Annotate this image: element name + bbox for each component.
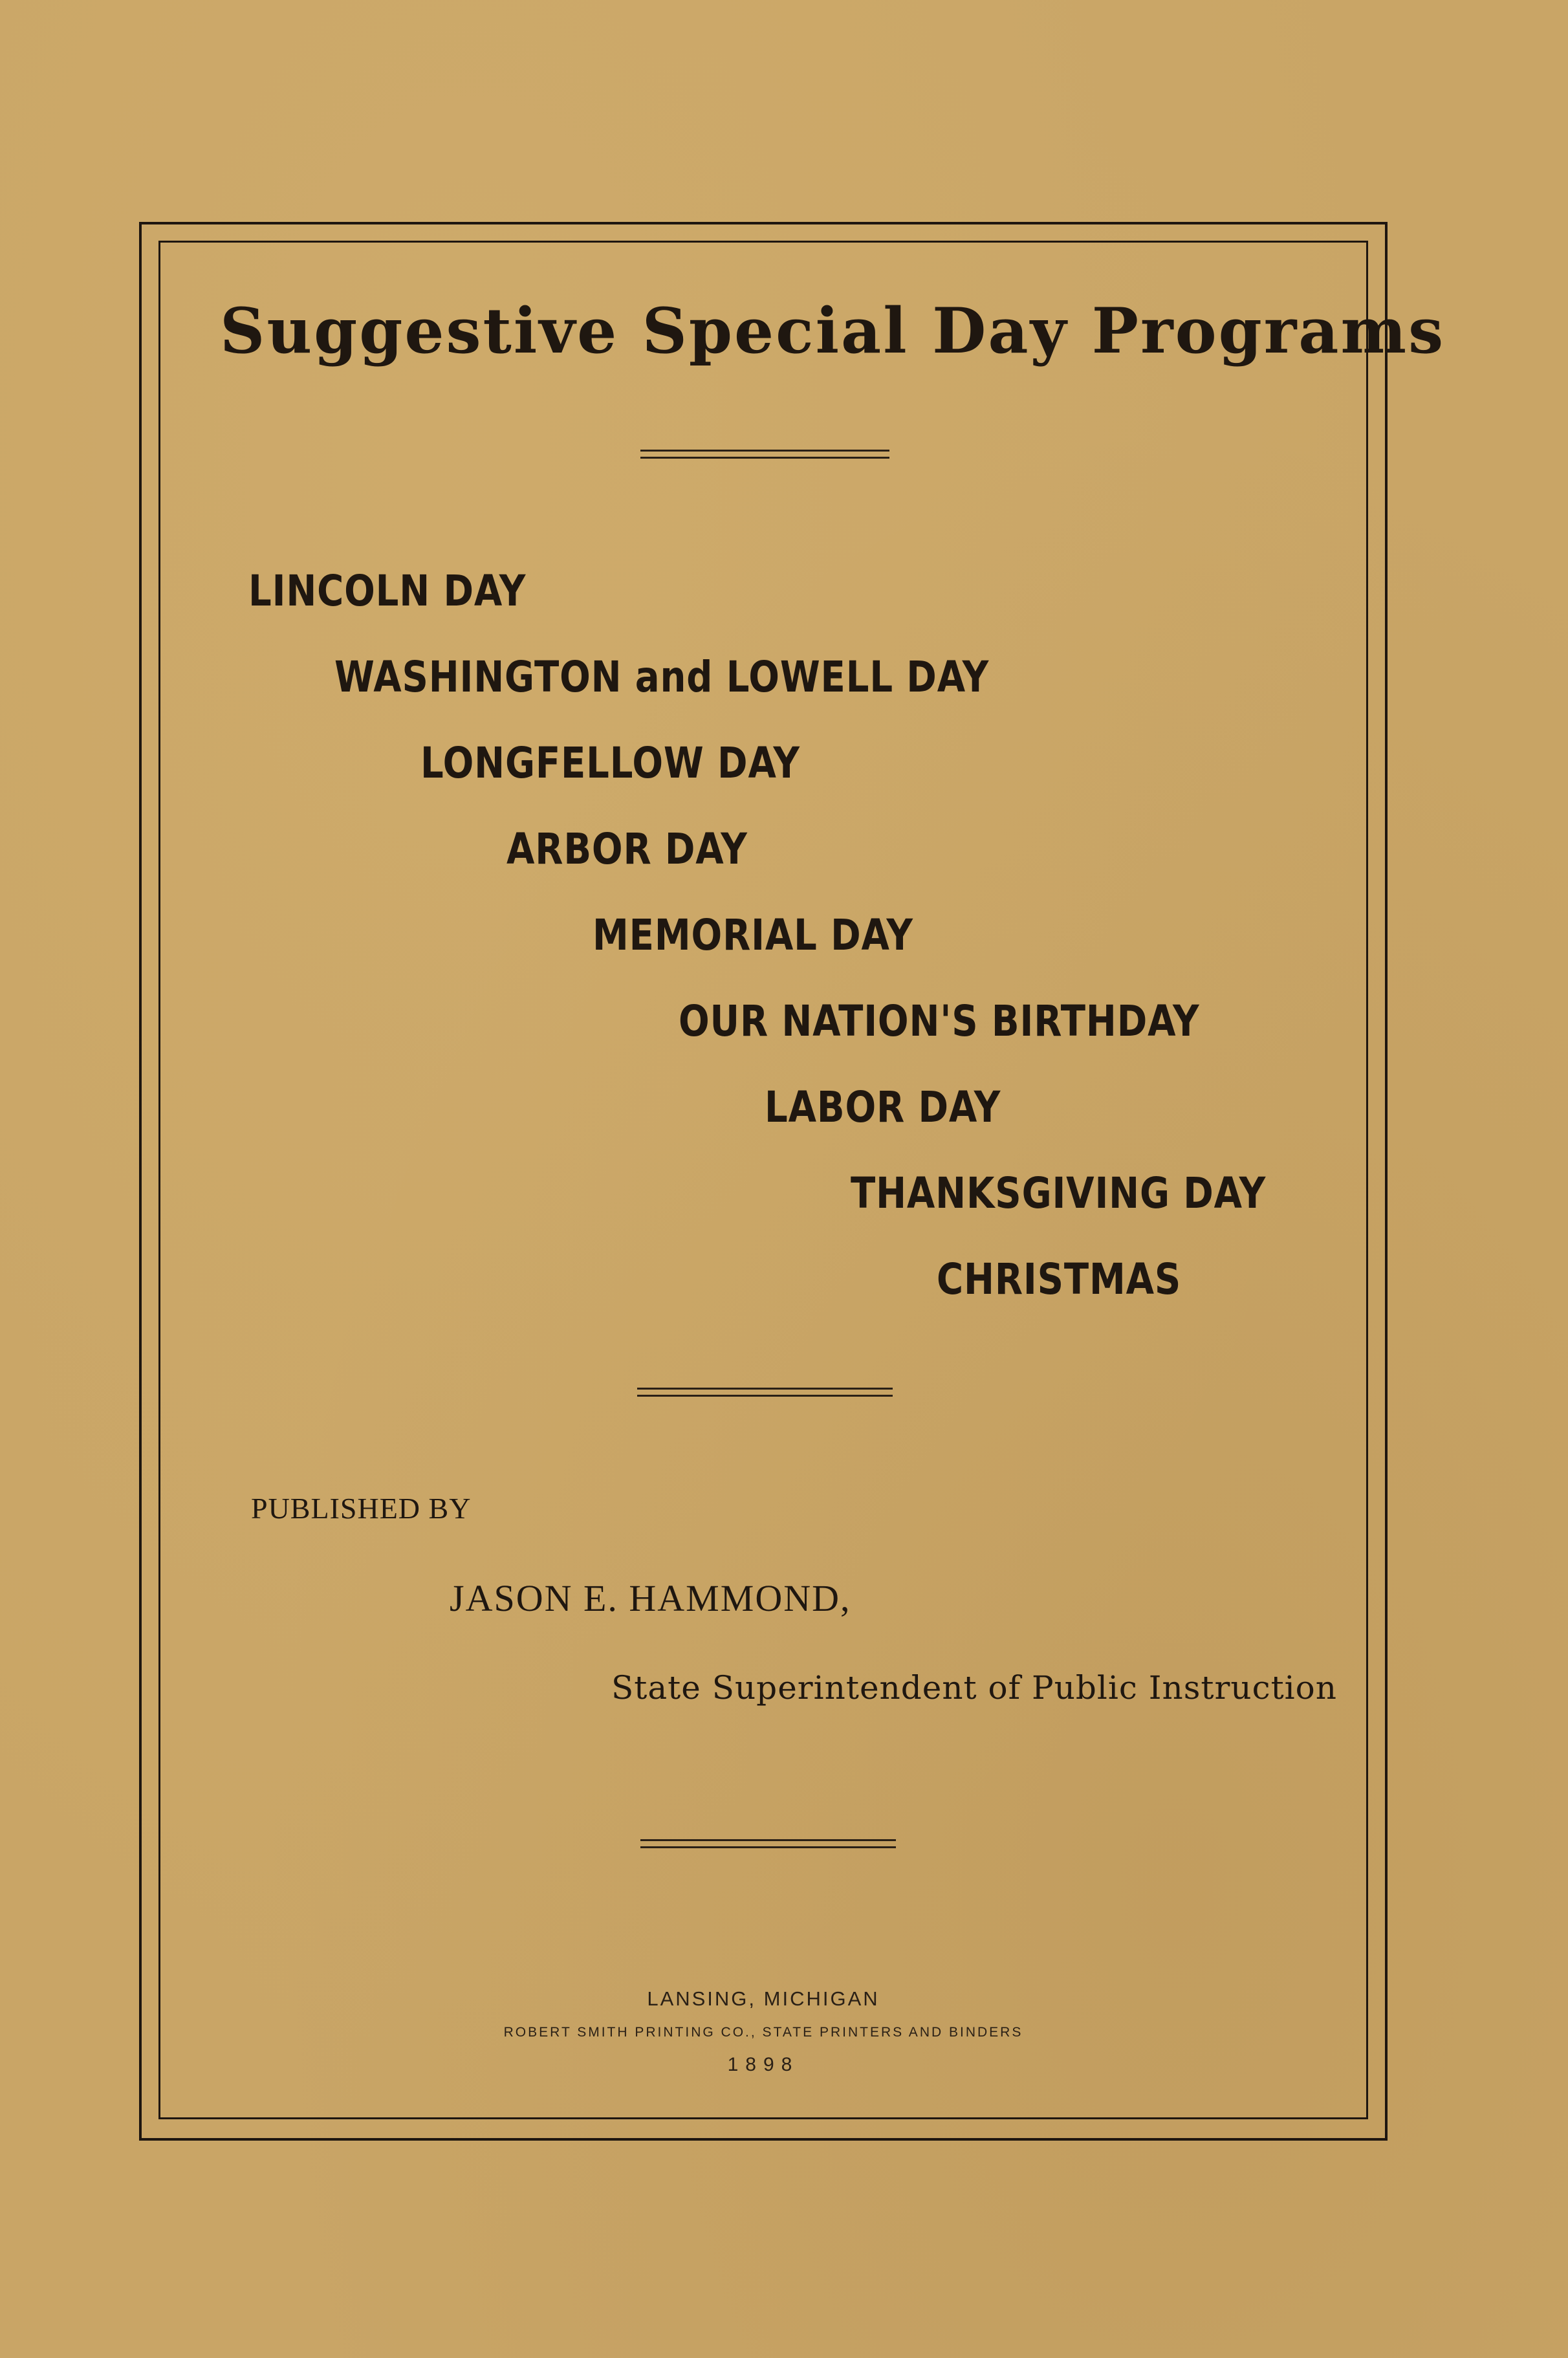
- page-title: Suggestive Special Day Programs: [220, 294, 1446, 367]
- program-item: LONGFELLOW DAY: [420, 738, 800, 788]
- double-rule-divider: [640, 450, 889, 459]
- imprint-city: LANSING, MICHIGAN: [647, 1987, 880, 2010]
- program-item: ARBOR DAY: [506, 824, 748, 874]
- program-item: LINCOLN DAY: [248, 566, 527, 616]
- double-rule-divider: [640, 1839, 896, 1848]
- program-item: CHRISTMAS: [937, 1254, 1182, 1304]
- imprint-printer: ROBERT SMITH PRINTING CO., STATE PRINTERS AND BINDERS: [503, 2025, 1023, 2040]
- double-rule-divider: [637, 1388, 893, 1397]
- program-item: THANKSGIVING DAY: [851, 1168, 1267, 1218]
- published-by-label: PUBLISHED BY: [251, 1492, 472, 1525]
- program-item: OUR NATION'S BIRTHDAY: [679, 996, 1200, 1046]
- program-item: MEMORIAL DAY: [593, 910, 913, 960]
- program-item: WASHINGTON and LOWELL DAY: [334, 652, 990, 702]
- imprint-year: 1898: [727, 2054, 800, 2075]
- publisher-role: State Superintendent of Public Instruction: [611, 1669, 1337, 1707]
- program-item: LABOR DAY: [765, 1082, 1001, 1132]
- publisher-name: JASON E. HAMMOND,: [450, 1577, 851, 1619]
